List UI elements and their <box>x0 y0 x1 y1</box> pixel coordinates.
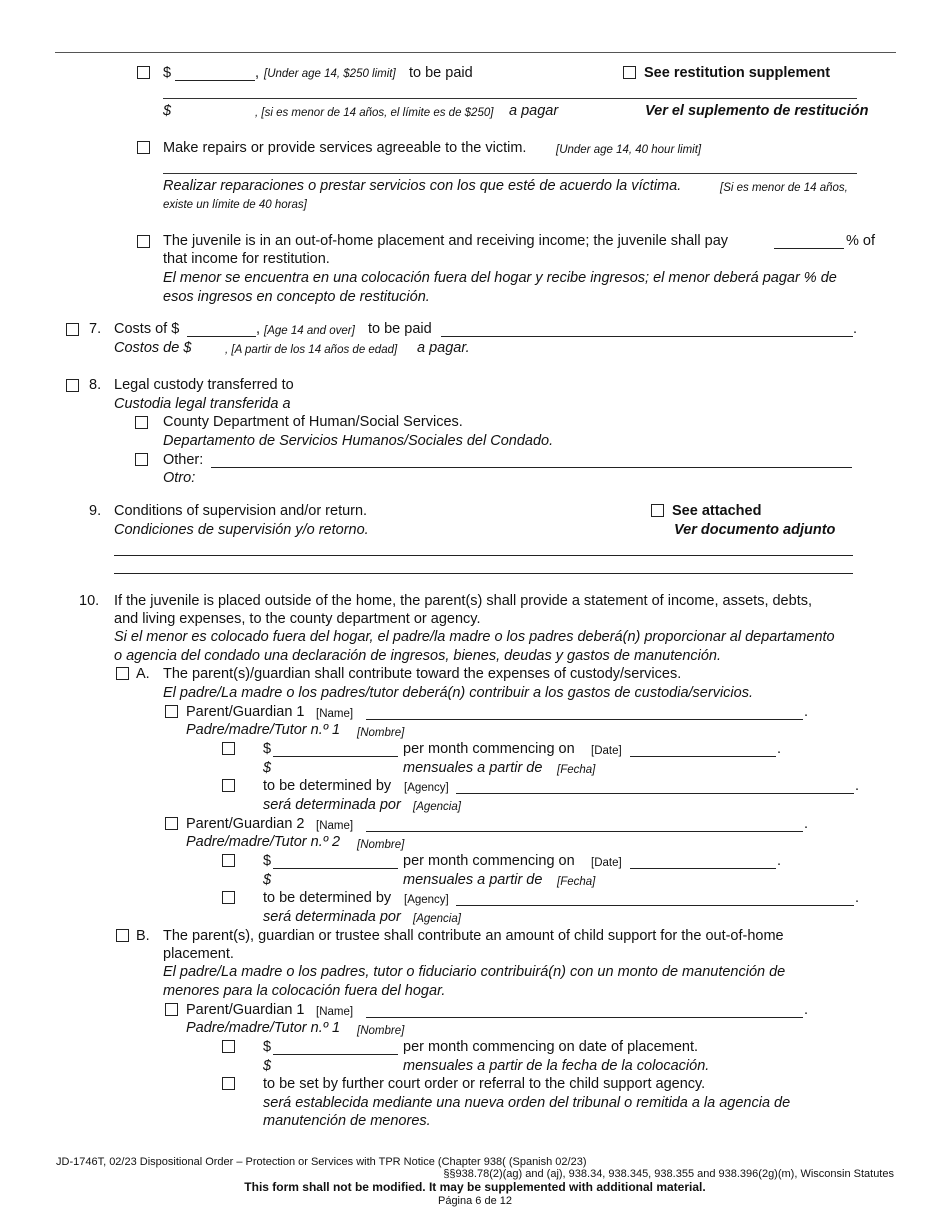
a-p1-date-field[interactable] <box>630 756 776 757</box>
see-attached-label: See attached <box>672 503 762 519</box>
item7-costs: Costs of $ <box>114 321 180 337</box>
top-rule <box>55 52 896 53</box>
item7-number: 7. <box>89 321 102 337</box>
repairs-rule <box>163 173 857 174</box>
item10b-checkbox[interactable] <box>116 929 129 942</box>
item10b-label: B. <box>136 928 150 944</box>
a-parent1-period: . <box>804 704 809 720</box>
a-p1-date-hint: [Date] <box>591 745 622 757</box>
es-b-p1-court-order: será establecida mediante una nueva orden del tribunal o remitida a la agencia de <box>263 1095 791 1111</box>
a-parent2-checkbox[interactable] <box>165 817 178 830</box>
b-p1-dollar: $ <box>263 1039 272 1055</box>
a-p1-determined: to be determined by <box>263 778 392 794</box>
item7-comma: , <box>256 321 261 337</box>
other-label: Other: <box>163 452 204 468</box>
es-a-p1-agency-hint: [Agencia] <box>413 801 461 813</box>
a-parent1-checkbox[interactable] <box>165 705 178 718</box>
item10-p2: and living expenses, to the county department or agency. <box>114 611 481 627</box>
es-a-p1-date-hint: [Fecha] <box>557 764 596 776</box>
item7-checkbox[interactable] <box>66 323 79 336</box>
restitution-supplement-label: See restitution supplement <box>644 65 831 81</box>
item8-title: Legal custody transferred to <box>114 377 294 393</box>
es-item7-age: , [A partir de los 14 años de edad] <box>225 344 398 356</box>
item9-number: 9. <box>89 503 102 519</box>
b-p1-court-order-checkbox[interactable] <box>222 1077 235 1090</box>
es-b-parent1-label: Padre/madre/Tutor n.º 1 <box>186 1020 341 1036</box>
a-p1-agency-checkbox[interactable] <box>222 779 235 792</box>
es-see-attached-label: Ver documento adjunto <box>674 522 836 538</box>
restitution-comma: , <box>255 65 260 81</box>
b-p1-monthly-checkbox[interactable] <box>222 1040 235 1053</box>
item10b-text: The parent(s), guardian or trustee shall contribute an amount of child support for the out-of-home <box>163 928 784 944</box>
restitution-amount-field[interactable] <box>175 80 255 81</box>
b-p1-amount-field[interactable] <box>273 1054 398 1055</box>
restitution-amount-checkbox[interactable] <box>137 66 150 79</box>
a-parent2-name-field[interactable] <box>366 831 803 832</box>
restitution-supplement-checkbox[interactable] <box>623 66 636 79</box>
es-a-parent1-label: Padre/madre/Tutor n.º 1 <box>186 722 341 738</box>
income-text-2: that income for restitution. <box>163 251 330 267</box>
a-parent2-label: Parent/Guardian 2 <box>186 816 305 832</box>
a-p2-date-field[interactable] <box>630 868 776 869</box>
other-field[interactable] <box>211 467 852 468</box>
es-other-label: Otro: <box>163 470 196 486</box>
es-b-p1-per-month: mensuales a partir de la fecha de la colocación. <box>403 1058 710 1074</box>
item10a-label: A. <box>136 666 150 682</box>
item8-number: 8. <box>89 377 102 393</box>
es-item7-costs: Costos de $ <box>114 340 192 356</box>
es-repairs-text: Realizar reparaciones o prestar servicios con los que esté de acuerdo la víctima. <box>163 178 682 194</box>
es-a-p1-dollar: $ <box>263 760 272 776</box>
b-parent1-name-field[interactable] <box>366 1017 803 1018</box>
footer-page: Página 6 de 12 <box>437 1195 512 1207</box>
es-repairs-limit: [Si es menor de 14 años, <box>720 182 848 194</box>
a-p1-monthly-checkbox[interactable] <box>222 742 235 755</box>
a-p1-per-month: per month commencing on <box>403 741 575 757</box>
item10-number: 10. <box>79 593 100 609</box>
income-percent-field[interactable] <box>774 248 844 249</box>
item10a-checkbox[interactable] <box>116 667 129 680</box>
es-item9-title: Condiciones de supervisión y/o retorno. <box>114 522 369 538</box>
a-p1-agency-period: . <box>855 778 860 794</box>
a-p2-amount-field[interactable] <box>273 868 398 869</box>
es-a-p1-determined: será determinada por <box>263 797 401 813</box>
item10-p1: If the juvenile is placed outside of the home, the parent(s) shall provide a statement of income, assets, debts, <box>114 593 812 609</box>
footer-notice: This form shall not be modified. It may be supplemented with additional material. <box>244 1180 706 1194</box>
a-p2-dollar: $ <box>263 853 272 869</box>
a-p1-agency-hint: [Agency] <box>404 782 449 794</box>
es-b-p1-court-order-2: manutención de menores. <box>263 1113 431 1129</box>
es-b-p1-dollar: $ <box>263 1058 272 1074</box>
es-item8-title: Custodia legal transferida a <box>114 396 291 412</box>
item8-checkbox[interactable] <box>66 379 79 392</box>
a-p2-agency-hint: [Agency] <box>404 894 449 906</box>
item9-title: Conditions of supervision and/or return. <box>114 503 368 519</box>
a-p1-agency-field[interactable] <box>456 793 854 794</box>
a-p2-agency-period: . <box>855 890 860 906</box>
item7-age: [Age 14 and over] <box>264 325 355 337</box>
es-a-parent1-name-hint: [Nombre] <box>357 727 405 739</box>
es-restitution-dollar: $ <box>163 103 172 119</box>
restitution-rule <box>163 98 857 99</box>
conditions-line-1[interactable] <box>114 555 853 556</box>
other-checkbox[interactable] <box>135 453 148 466</box>
footer-statutes: §§938.78(2)(ag) and (aj), 938.34, 938.345, 938.355 and 938.396(2g)(m), Wisconsin Statutes <box>443 1168 894 1180</box>
a-p2-determined: to be determined by <box>263 890 392 906</box>
restitution-limit: [Under age 14, $250 limit] <box>264 68 396 80</box>
es-repairs-limit-2: existe un límite de 40 horas] <box>163 199 307 211</box>
a-p2-date-hint: [Date] <box>591 857 622 869</box>
repairs-checkbox[interactable] <box>137 141 150 154</box>
county-checkbox[interactable] <box>135 416 148 429</box>
es-a-p2-per-month: mensuales a partir de <box>403 872 543 888</box>
es-a-p2-dollar: $ <box>263 872 272 888</box>
es-item10b-text: El padre/La madre o los padres, tutor o fiduciario contribuirá(n) con un monto de manutención de <box>163 964 786 980</box>
es-income-text-2: esos ingresos en concepto de restitución. <box>163 289 430 305</box>
see-attached-checkbox[interactable] <box>651 504 664 517</box>
item7-amount-field[interactable] <box>187 336 256 337</box>
a-parent2-name-hint: [Name] <box>316 820 354 832</box>
item7-period: . <box>853 321 858 337</box>
es-restitution-pagar: a pagar <box>509 103 559 119</box>
a-p2-monthly-checkbox[interactable] <box>222 854 235 867</box>
item7-to-be-paid: to be paid <box>368 321 432 337</box>
es-item7-pagar: a pagar. <box>417 340 470 356</box>
b-parent1-period: . <box>804 1002 809 1018</box>
es-restitution-limit: , [si es menor de 14 años, el límite es de $250] <box>255 107 494 119</box>
repairs-limit: [Under age 14, 40 hour limit] <box>556 144 702 156</box>
es-county-label: Departamento de Servicios Humanos/Sociales del Condado. <box>163 433 554 449</box>
a-p2-agency-checkbox[interactable] <box>222 891 235 904</box>
income-checkbox[interactable] <box>137 235 150 248</box>
conditions-line-2[interactable] <box>114 573 853 574</box>
es-income-text: El menor se encuentra en una colocación fuera del hogar y recibe ingresos; el menor deberá pagar % de <box>163 270 837 286</box>
a-parent2-period: . <box>804 816 809 832</box>
a-p1-date-period: . <box>777 741 782 757</box>
b-p1-court-order: to be set by further court order or referral to the child support agency. <box>263 1076 706 1092</box>
item10b-text-2: placement. <box>163 946 234 962</box>
es-a-parent2-label: Padre/madre/Tutor n.º 2 <box>186 834 341 850</box>
income-text: The juvenile is in an out-of-home placement and receiving income; the juvenile shall pay <box>163 233 729 249</box>
b-p1-per-month: per month commencing on date of placement. <box>403 1039 698 1055</box>
es-item10-p2: o agencia del condado una declaración de ingresos, bienes, deudas y gastos de manutención. <box>114 648 722 664</box>
a-p1-dollar: $ <box>263 741 272 757</box>
es-b-parent1-name-hint: [Nombre] <box>357 1025 405 1037</box>
b-parent1-checkbox[interactable] <box>165 1003 178 1016</box>
b-parent1-label: Parent/Guardian 1 <box>186 1002 305 1018</box>
item7-payee-field[interactable] <box>441 336 853 337</box>
b-parent1-name-hint: [Name] <box>316 1006 354 1018</box>
footer-form-id: JD-1746T, 02/23 Dispositional Order – Protection or Services with TPR Notice (Chapter 938( (Spanish 02/23) <box>56 1156 587 1168</box>
repairs-text: Make repairs or provide services agreeable to the victim. <box>163 140 527 156</box>
es-item10a-text: El padre/La madre o los padres/tutor deberá(n) contribuir a los gastos de custodia/servicios. <box>163 685 753 701</box>
es-item10b-text-2: menores para la colocación fuera del hogar. <box>163 983 446 999</box>
a-parent1-label: Parent/Guardian 1 <box>186 704 305 720</box>
es-item10-p1: Si el menor es colocado fuera del hogar, el padre/la madre o los padres deberá(n) proporcionar al departamento <box>114 629 835 645</box>
a-p2-agency-field[interactable] <box>456 905 854 906</box>
income-percent-label: % of <box>846 233 876 249</box>
a-p2-date-period: . <box>777 853 782 869</box>
a-p1-amount-field[interactable] <box>273 756 398 757</box>
a-p2-per-month: per month commencing on <box>403 853 575 869</box>
restitution-dollar: $ <box>163 65 172 81</box>
es-a-p1-per-month: mensuales a partir de <box>403 760 543 776</box>
restitution-to-be-paid: to be paid <box>409 65 473 81</box>
item10a-text: The parent(s)/guardian shall contribute toward the expenses of custody/services. <box>163 666 682 682</box>
es-a-p2-agency-hint: [Agencia] <box>413 913 461 925</box>
county-label: County Department of Human/Social Services. <box>163 414 463 430</box>
es-restitution-supplement: Ver el suplemento de restitución <box>645 103 869 119</box>
a-parent1-name-field[interactable] <box>366 719 803 720</box>
es-a-p2-date-hint: [Fecha] <box>557 876 596 888</box>
es-a-parent2-name-hint: [Nombre] <box>357 839 405 851</box>
es-a-p2-determined: será determinada por <box>263 909 401 925</box>
a-parent1-name-hint: [Name] <box>316 708 354 720</box>
